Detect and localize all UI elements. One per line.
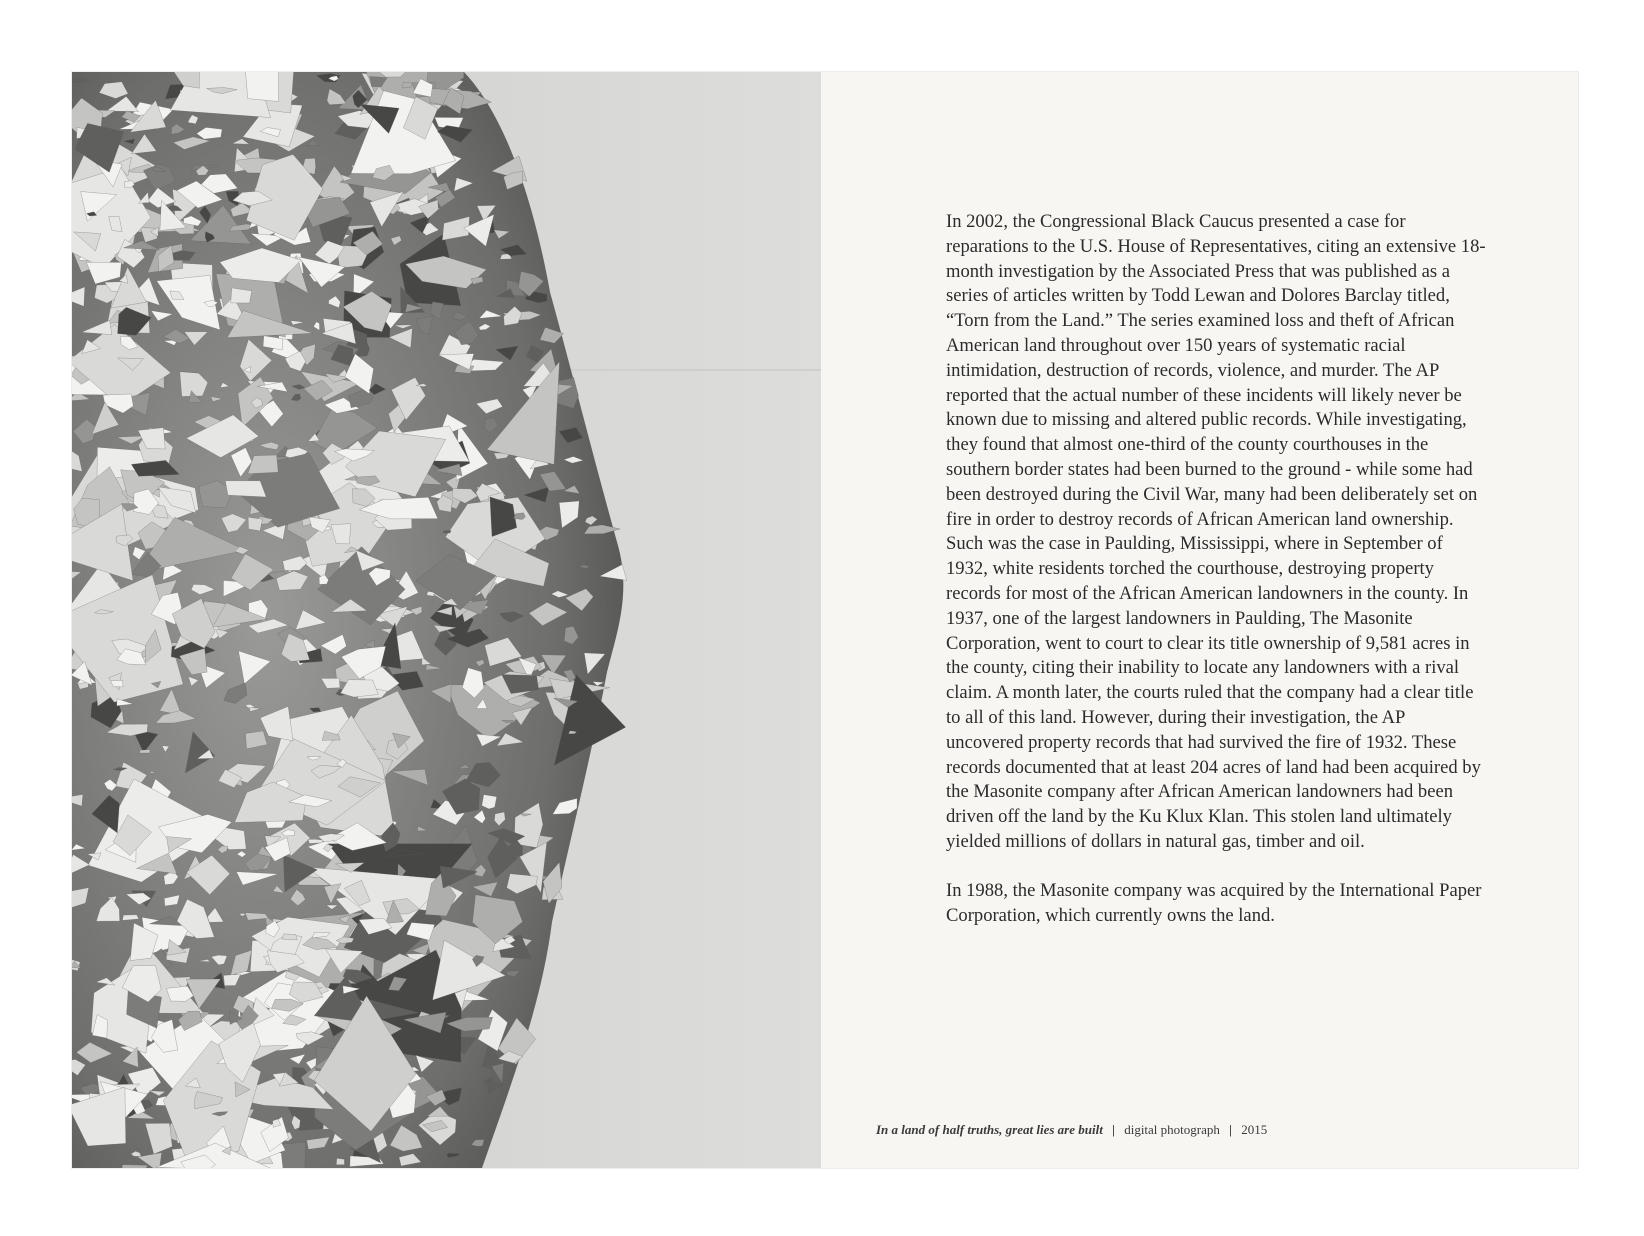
caption-title: In a land of half truths, great lies are built	[876, 1122, 1103, 1137]
paper-shard	[282, 934, 298, 940]
paragraph-2: In 1988, the Masonite company was acquired by the International Paper Corporation, which currently owns the land.	[946, 879, 1482, 926]
paper-shard	[336, 1158, 344, 1165]
caption-separator: |	[1112, 1122, 1115, 1137]
photo-caption	[876, 1122, 1516, 1138]
paper-shard	[225, 481, 266, 497]
paper-shard	[443, 531, 451, 533]
text-page	[821, 72, 1578, 1168]
paper-shard	[482, 795, 497, 809]
paper-shard	[280, 1142, 305, 1168]
paper-shard	[139, 750, 150, 754]
caption-medium: digital photograph	[1124, 1122, 1220, 1137]
torn-paper-sculpture-photo	[72, 72, 821, 1168]
photo-page	[72, 72, 821, 1168]
caption-year: 2015	[1241, 1122, 1268, 1137]
caption-separator-2: |	[1229, 1122, 1233, 1137]
paper-shard	[122, 1165, 148, 1168]
book-spread	[72, 72, 1578, 1168]
paper-shard	[402, 82, 412, 88]
paper-shard	[245, 72, 279, 102]
paragraph-1: In 2002, the Congressional Black Caucus presented a case for reparations to the U.S. House of Representatives, citing an extensive 18-month investigation by the Associated Press that was published as a series of articles written by Todd Lewan and Dolores Barclay titled, “Torn from the Land.” The series examined loss and theft of African American land throughout over 150 years of systematic racial intimidation, destruction of records, violence, and murder. The AP reported that the actual number of these incidents will likely never be known due to missing and altered public records. While investigating, they found that almost one-third of the county courthouses in the southern border states had been burned to the ground - while some had been destroyed during the Civil War, many had been deliberately set on fire in order to destroy records of African American land ownership. Such was the case in Paulding, Mississippi, where in September of 1932, white residents torched the courthouse, destroying property records for most of the African American landowners in the county. In 1937, one of the largest landowners in Paulding, The Masonite Corporation, went to court to clear its title ownership of 9,581 acres in the county, citing their inability to locate any landowners with a rival claim. A month later, the courts ruled that the company had a clear title to all of this land. However, during their investigation, the AP uncovered property records that had survived the fire of 1932. These records documented that at least 204 acres of land had been acquired by the Masonite company after African American landowners had been driven off the land by the Ku Klux Klan. This stolen land ultimately yielded millions of dollars in natural gas, timber and oil.	[946, 211, 1486, 852]
article-body	[946, 210, 1486, 952]
paper-shard	[248, 517, 262, 531]
